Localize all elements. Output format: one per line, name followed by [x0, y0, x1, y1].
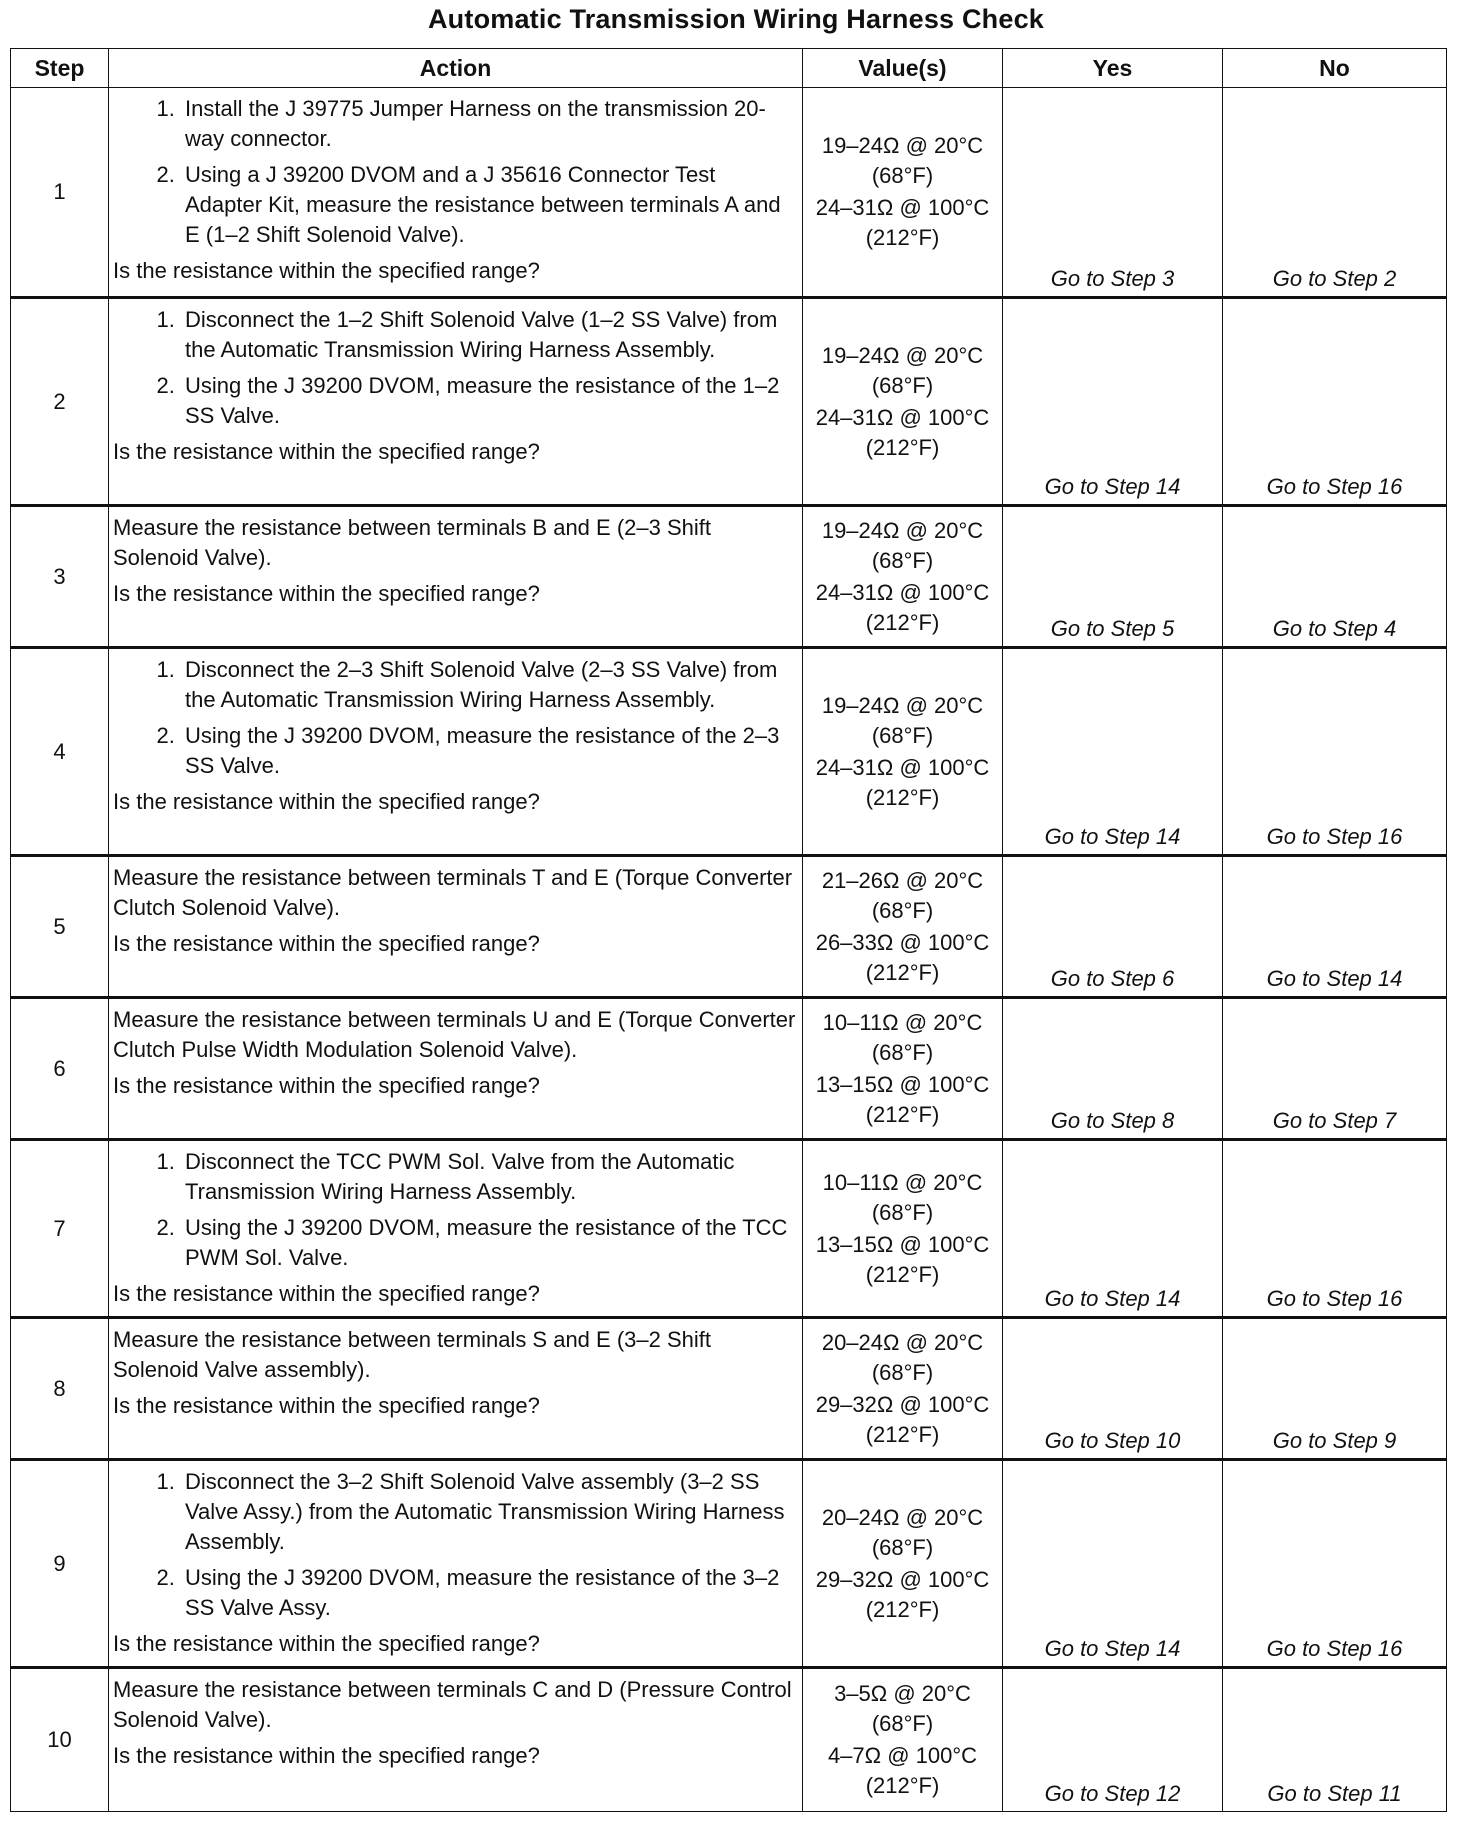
- step-number: 5: [11, 856, 109, 998]
- value-20c: 10–11Ω @ 20°C (68°F): [822, 1009, 983, 1065]
- value-20c: 10–11Ω @ 20°C (68°F): [822, 1169, 983, 1225]
- action-text: Measure the resistance between terminals B and E (2–3 Shift Solenoid Valve).: [113, 515, 711, 570]
- action-cell: [109, 998, 803, 1140]
- header-action: Action: [109, 49, 803, 88]
- yes-result: Go to Step 14: [1003, 1460, 1223, 1668]
- table-row: [11, 648, 1447, 856]
- action-cell: [109, 88, 803, 298]
- value-cell: [803, 298, 1003, 506]
- action-cell: [109, 1668, 803, 1812]
- yes-result: Go to Step 12: [1003, 1668, 1223, 1812]
- action-cell: [109, 506, 803, 648]
- action-cell: [109, 1318, 803, 1460]
- step-number: 4: [11, 648, 109, 856]
- value-cell: [803, 856, 1003, 998]
- action-question: Is the resistance within the specified range?: [113, 1281, 540, 1306]
- value-20c: 20–24Ω @ 20°C (68°F): [821, 1504, 984, 1560]
- action-text: Measure the resistance between terminals T and E (Torque Converter Clutch Solenoid Valve).: [113, 865, 793, 920]
- action-item: 2. Using a J 39200 DVOM and a J 35616 Connector Test Adapter Kit, measure the resistance between terminals A and E (1–2 Shift Solenoid Valve).: [181, 160, 796, 250]
- value-cell: [803, 1460, 1003, 1668]
- action-cell: [109, 1460, 803, 1668]
- no-result: Go to Step 16: [1223, 298, 1447, 506]
- table-row: [11, 298, 1447, 506]
- value-100c: 29–32Ω @ 100°C (212°F): [815, 1566, 990, 1622]
- header-no: No: [1223, 49, 1447, 88]
- action-cell: [109, 856, 803, 998]
- value-100c: 4–7Ω @ 100°C (212°F): [827, 1743, 978, 1798]
- yes-result: Go to Step 5: [1003, 506, 1223, 648]
- action-question: Is the resistance within the specified range?: [113, 1073, 540, 1098]
- no-result: Go to Step 16: [1223, 1460, 1447, 1668]
- action-cell: [109, 1140, 803, 1318]
- action-question: Is the resistance within the specified range?: [113, 931, 540, 956]
- value-100c: 13–15Ω @ 100°C (212°F): [815, 1071, 990, 1127]
- value-20c: 19–24Ω @ 20°C (68°F): [821, 692, 984, 748]
- step-number: 9: [11, 1460, 109, 1668]
- action-text: Measure the resistance between terminals C and D (Pressure Control Solenoid Valve).: [113, 1677, 792, 1732]
- no-result: Go to Step 11: [1223, 1668, 1447, 1812]
- value-100c: 24–31Ω @ 100°C (212°F): [815, 195, 990, 250]
- yes-result: Go to Step 10: [1003, 1318, 1223, 1460]
- action-text: Measure the resistance between terminals U and E (Torque Converter Clutch Pulse Width Modulation Solenoid Valve).: [113, 1007, 796, 1062]
- yes-result: Go to Step 14: [1003, 648, 1223, 856]
- action-item: 1. Install the J 39775 Jumper Harness on the transmission 20-way connector.: [181, 94, 796, 154]
- action-item: 2. Using the J 39200 DVOM, measure the resistance of the TCC PWM Sol. Valve.: [181, 1213, 796, 1273]
- action-list: [113, 305, 796, 431]
- table-row: [11, 88, 1447, 298]
- value-100c: 26–33Ω @ 100°C (212°F): [815, 929, 990, 985]
- value-20c: 19–24Ω @ 20°C (68°F): [821, 517, 984, 573]
- action-question: Is the resistance within the specified range?: [113, 1631, 540, 1656]
- no-result: Go to Step 16: [1223, 1140, 1447, 1318]
- action-list: [113, 1147, 796, 1273]
- value-cell: [803, 1318, 1003, 1460]
- value-100c: 13–15Ω @ 100°C (212°F): [815, 1231, 990, 1287]
- no-result: Go to Step 9: [1223, 1318, 1447, 1460]
- value-20c: 19–24Ω @ 20°C (68°F): [821, 133, 984, 188]
- step-number: 7: [11, 1140, 109, 1318]
- action-cell: [109, 648, 803, 856]
- action-item: 2. Using the J 39200 DVOM, measure the resistance of the 2–3 SS Valve.: [181, 721, 796, 781]
- action-list: [113, 1467, 796, 1623]
- no-result: Go to Step 2: [1223, 88, 1447, 298]
- action-item: 1. Disconnect the 2–3 Shift Solenoid Valve (2–3 SS Valve) from the Automatic Transmission Wiring Harness Assembly.: [181, 655, 796, 715]
- no-result: Go to Step 7: [1223, 998, 1447, 1140]
- action-question: Is the resistance within the specified range?: [113, 581, 540, 606]
- table-row: [11, 1668, 1447, 1812]
- value-cell: [803, 998, 1003, 1140]
- value-100c: 24–31Ω @ 100°C (212°F): [815, 754, 990, 810]
- value-cell: [803, 648, 1003, 856]
- action-question: Is the resistance within the specified range?: [113, 1393, 540, 1418]
- action-text: Measure the resistance between terminals S and E (3–2 Shift Solenoid Valve assembly).: [113, 1327, 711, 1382]
- table-row: [11, 998, 1447, 1140]
- value-20c: 20–24Ω @ 20°C (68°F): [821, 1329, 984, 1385]
- value-cell: [803, 506, 1003, 648]
- table-row: [11, 856, 1447, 998]
- step-number: 1: [11, 88, 109, 298]
- action-item: 2. Using the J 39200 DVOM, measure the resistance of the 1–2 SS Valve.: [181, 371, 796, 431]
- no-result: Go to Step 16: [1223, 648, 1447, 856]
- action-list: [113, 655, 796, 781]
- header-yes: Yes: [1003, 49, 1223, 88]
- yes-result: Go to Step 6: [1003, 856, 1223, 998]
- action-question: Is the resistance within the specified range?: [113, 1743, 540, 1768]
- value-100c: 29–32Ω @ 100°C (212°F): [815, 1391, 990, 1447]
- page-title: Automatic Transmission Wiring Harness Check: [427, 4, 1045, 34]
- table-row: [11, 1140, 1447, 1318]
- no-result: Go to Step 14: [1223, 856, 1447, 998]
- yes-result: Go to Step 14: [1003, 1140, 1223, 1318]
- header-values: Value(s): [803, 49, 1003, 88]
- value-cell: [803, 1668, 1003, 1812]
- value-cell: [803, 1140, 1003, 1318]
- header-step: Step: [11, 49, 109, 88]
- diagnostic-table: [10, 48, 1447, 1812]
- step-number: 10: [11, 1668, 109, 1812]
- header-row: [11, 49, 1447, 88]
- action-item: 1. Disconnect the 3–2 Shift Solenoid Valve assembly (3–2 SS Valve Assy.) from the Automatic Transmission Wiring Harness Assembly.: [181, 1467, 796, 1557]
- step-number: 6: [11, 998, 109, 1140]
- step-number: 2: [11, 298, 109, 506]
- value-100c: 24–31Ω @ 100°C (212°F): [815, 579, 990, 635]
- action-question: Is the resistance within the specified range?: [113, 439, 540, 464]
- step-number: 3: [11, 506, 109, 648]
- yes-result: Go to Step 3: [1003, 88, 1223, 298]
- value-20c: 21–26Ω @ 20°C (68°F): [821, 867, 984, 923]
- action-list: [113, 94, 796, 250]
- value-20c: 3–5Ω @ 20°C (68°F): [834, 1681, 971, 1736]
- action-question: Is the resistance within the specified range?: [113, 258, 540, 283]
- step-number: 8: [11, 1318, 109, 1460]
- table-row: [11, 1460, 1447, 1668]
- action-item: 1. Disconnect the 1–2 Shift Solenoid Valve (1–2 SS Valve) from the Automatic Transmission Wiring Harness Assembly.: [181, 305, 796, 365]
- value-100c: 24–31Ω @ 100°C (212°F): [815, 404, 990, 460]
- yes-result: Go to Step 14: [1003, 298, 1223, 506]
- action-item: 1. Disconnect the TCC PWM Sol. Valve from the Automatic Transmission Wiring Harness Assembly.: [181, 1147, 796, 1207]
- no-result: Go to Step 4: [1223, 506, 1447, 648]
- table-row: [11, 506, 1447, 648]
- action-item: 2. Using the J 39200 DVOM, measure the resistance of the 3–2 SS Valve Assy.: [181, 1563, 796, 1623]
- yes-result: Go to Step 8: [1003, 998, 1223, 1140]
- value-20c: 19–24Ω @ 20°C (68°F): [821, 342, 984, 398]
- table-row: [11, 1318, 1447, 1460]
- action-cell: [109, 298, 803, 506]
- value-cell: [803, 88, 1003, 298]
- action-question: Is the resistance within the specified range?: [113, 789, 540, 814]
